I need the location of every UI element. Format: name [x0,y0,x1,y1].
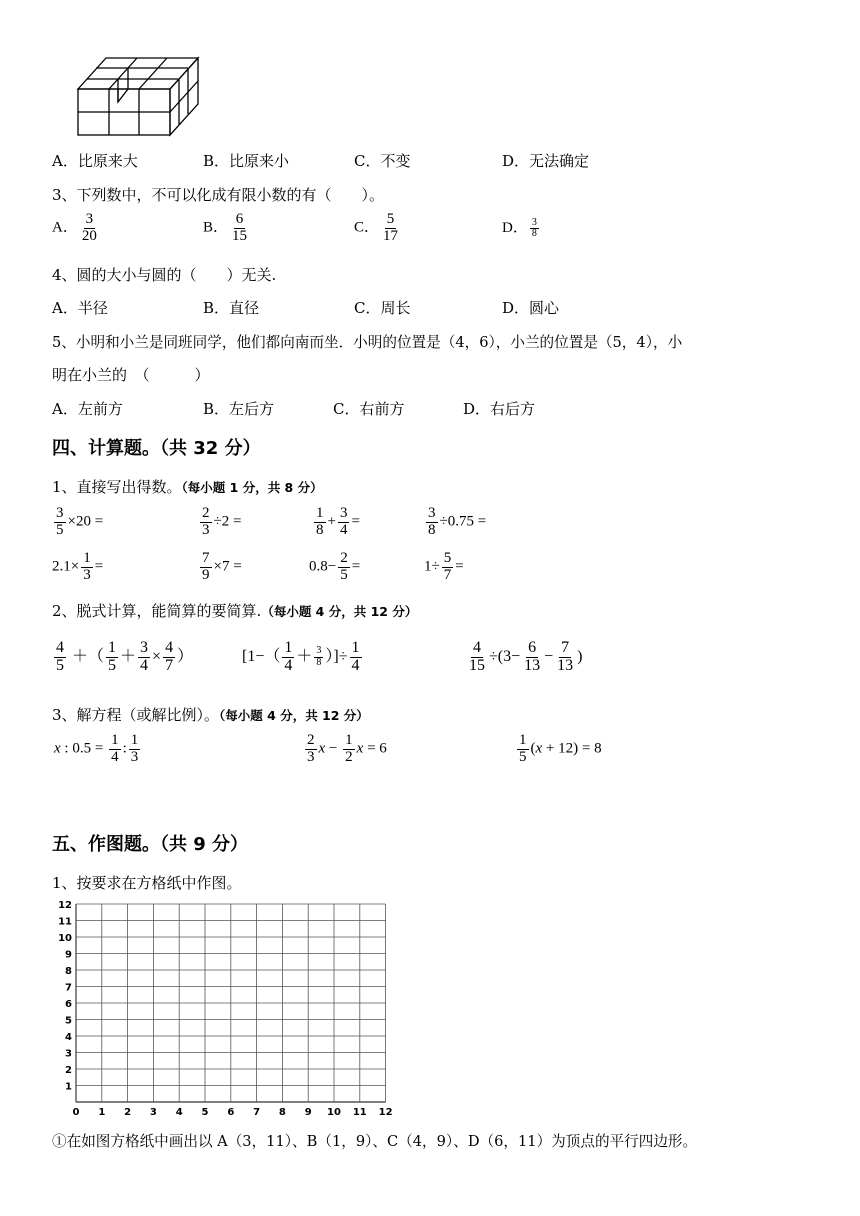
equation-1: x : 0.5 = $\frac{1}{4}$ : $\frac{1}{3}$ [54,732,139,765]
equation-2: $\frac{2}{3}$ x − $\frac{1}{2}$ x = 6 [307,732,387,765]
y-tick-label: 6 [65,999,72,1010]
mixed-calc-1: $\frac{4}{5}$ ＋（ $\frac{1}{5}$ ＋ $\frac{3}{4}$ × $\frac{4}{7}$ ） [56,639,194,674]
calc-8: 1÷ $\frac{5}{7}$ = [424,550,464,583]
q5-question-line1: 5、小明和小兰是同班同学，他们都向南而坐．小明的位置是（4，6），小兰的位置是（5，4），小 [52,334,683,351]
x-tick-label: 10 [327,1107,341,1118]
q5-option-d: D．右后方 [463,400,536,418]
y-tick-label: 2 [65,1065,72,1076]
y-tick-label: 3 [65,1048,72,1060]
section5-instruction: ①在如图方格纸中画出以 A（3，11）、B（1，9）、C（4，9）、D（6，11）为顶点的平行四边形。 [52,1133,698,1150]
mixed-calc-2: [1−（ $\frac{1}{4}$ ＋ $\frac{3}{8}$ ）]÷ $\frac{1}{4}$ [242,639,360,674]
x-tick-label: 12 [378,1107,393,1118]
q3-question: 3、下列数中，不可以化成有限小数的有（ ）。 [52,186,385,204]
calc-6: $\frac{7}{9}$ ×7 = [202,550,242,583]
section4-sub2: 2、脱式计算，能简算的要简算.（每小题 4 分，共 12 分） [52,602,418,620]
q2-option-d: D．无法确定 [502,152,590,170]
q5-question-line2: 明在小兰的 （ ） [52,366,210,384]
q4-option-a: A．半径 [52,299,108,317]
y-tick-label: 1 [65,1081,72,1093]
section4-sub3: 3、解方程（或解比例）。（每小题 4 分，共 12 分） [52,706,369,724]
q5-option-a: A．左前方 [52,400,123,418]
x-tick-label: 2 [124,1107,132,1118]
y-tick-label: 9 [65,949,72,961]
y-tick-label: 4 [65,1032,72,1043]
coordinate-grid [54,900,394,1120]
x-tick-label: 0 [72,1107,80,1118]
calc-4: $\frac{3}{8}$ ÷0.75 = [428,505,487,538]
calc-5: 2.1× $\frac{1}{3}$ = [52,550,104,583]
y-tick-label: 7 [65,982,72,994]
q3-option-c: C． $\frac{5}{17}$ [354,211,399,244]
x-tick-label: 5 [201,1107,209,1118]
x-tick-label: 11 [352,1107,367,1118]
section4-title: 四、计算题。（共 32 分） [52,438,261,459]
q5-option-b: B．左后方 [203,400,275,418]
y-tick-label: 10 [58,933,72,944]
x-tick-label: 6 [227,1107,235,1118]
q3-option-d: D． $\frac{3}{8}$ [502,216,537,240]
x-tick-label: 4 [175,1107,183,1118]
section4-sub1: 1、直接写出得数。（每小题 1 分，共 8 分） [52,478,323,496]
x-tick-label: 9 [304,1107,312,1118]
y-tick-label: 11 [58,916,72,928]
mixed-calc-3: $\frac{4}{15}$ ÷(3− $\frac{6}{13}$ − $\frac{7}{13}$ ) [469,639,583,674]
q2-option-a: A．比原来大 [52,152,138,170]
q4-option-b: B．直径 [203,299,260,317]
q4-option-d: D．圆心 [502,299,560,317]
y-tick-label: 5 [65,1015,72,1027]
q4-question: 4、圆的大小与圆的（ ）无关. [52,266,277,284]
y-tick-label: 12 [58,900,72,911]
calc-3: $\frac{1}{8}$ + $\frac{3}{4}$ = [316,505,360,538]
q3-option-b: B． $\frac{6}{15}$ [203,211,248,244]
q2-option-b: B．比原来小 [203,152,290,170]
section5-title: 五、作图题。（共 9 分） [52,834,249,855]
calc-2: $\frac{2}{3}$ ÷2 = [202,505,242,538]
x-tick-label: 3 [149,1107,157,1118]
section5-sub1: 1、按要求在方格纸中作图。 [52,874,242,892]
q2-option-c: C．不变 [354,152,411,170]
equation-3: $\frac{1}{5}$ (x + 12) = 8 [519,732,602,765]
x-tick-label: 8 [278,1107,286,1118]
x-tick-label: 1 [98,1107,106,1118]
y-tick-label: 8 [65,966,72,977]
q5-option-c: C．右前方 [333,400,405,418]
calc-1: $\frac{3}{5}$ ×20 = [56,505,104,538]
cuboid-figure [74,52,200,138]
x-tick-label: 7 [253,1107,261,1118]
q4-option-c: C．周长 [354,299,411,317]
q3-option-a: A． $\frac{3}{20}$ [52,211,97,244]
calc-7: 0.8− $\frac{2}{5}$ = [309,550,361,583]
